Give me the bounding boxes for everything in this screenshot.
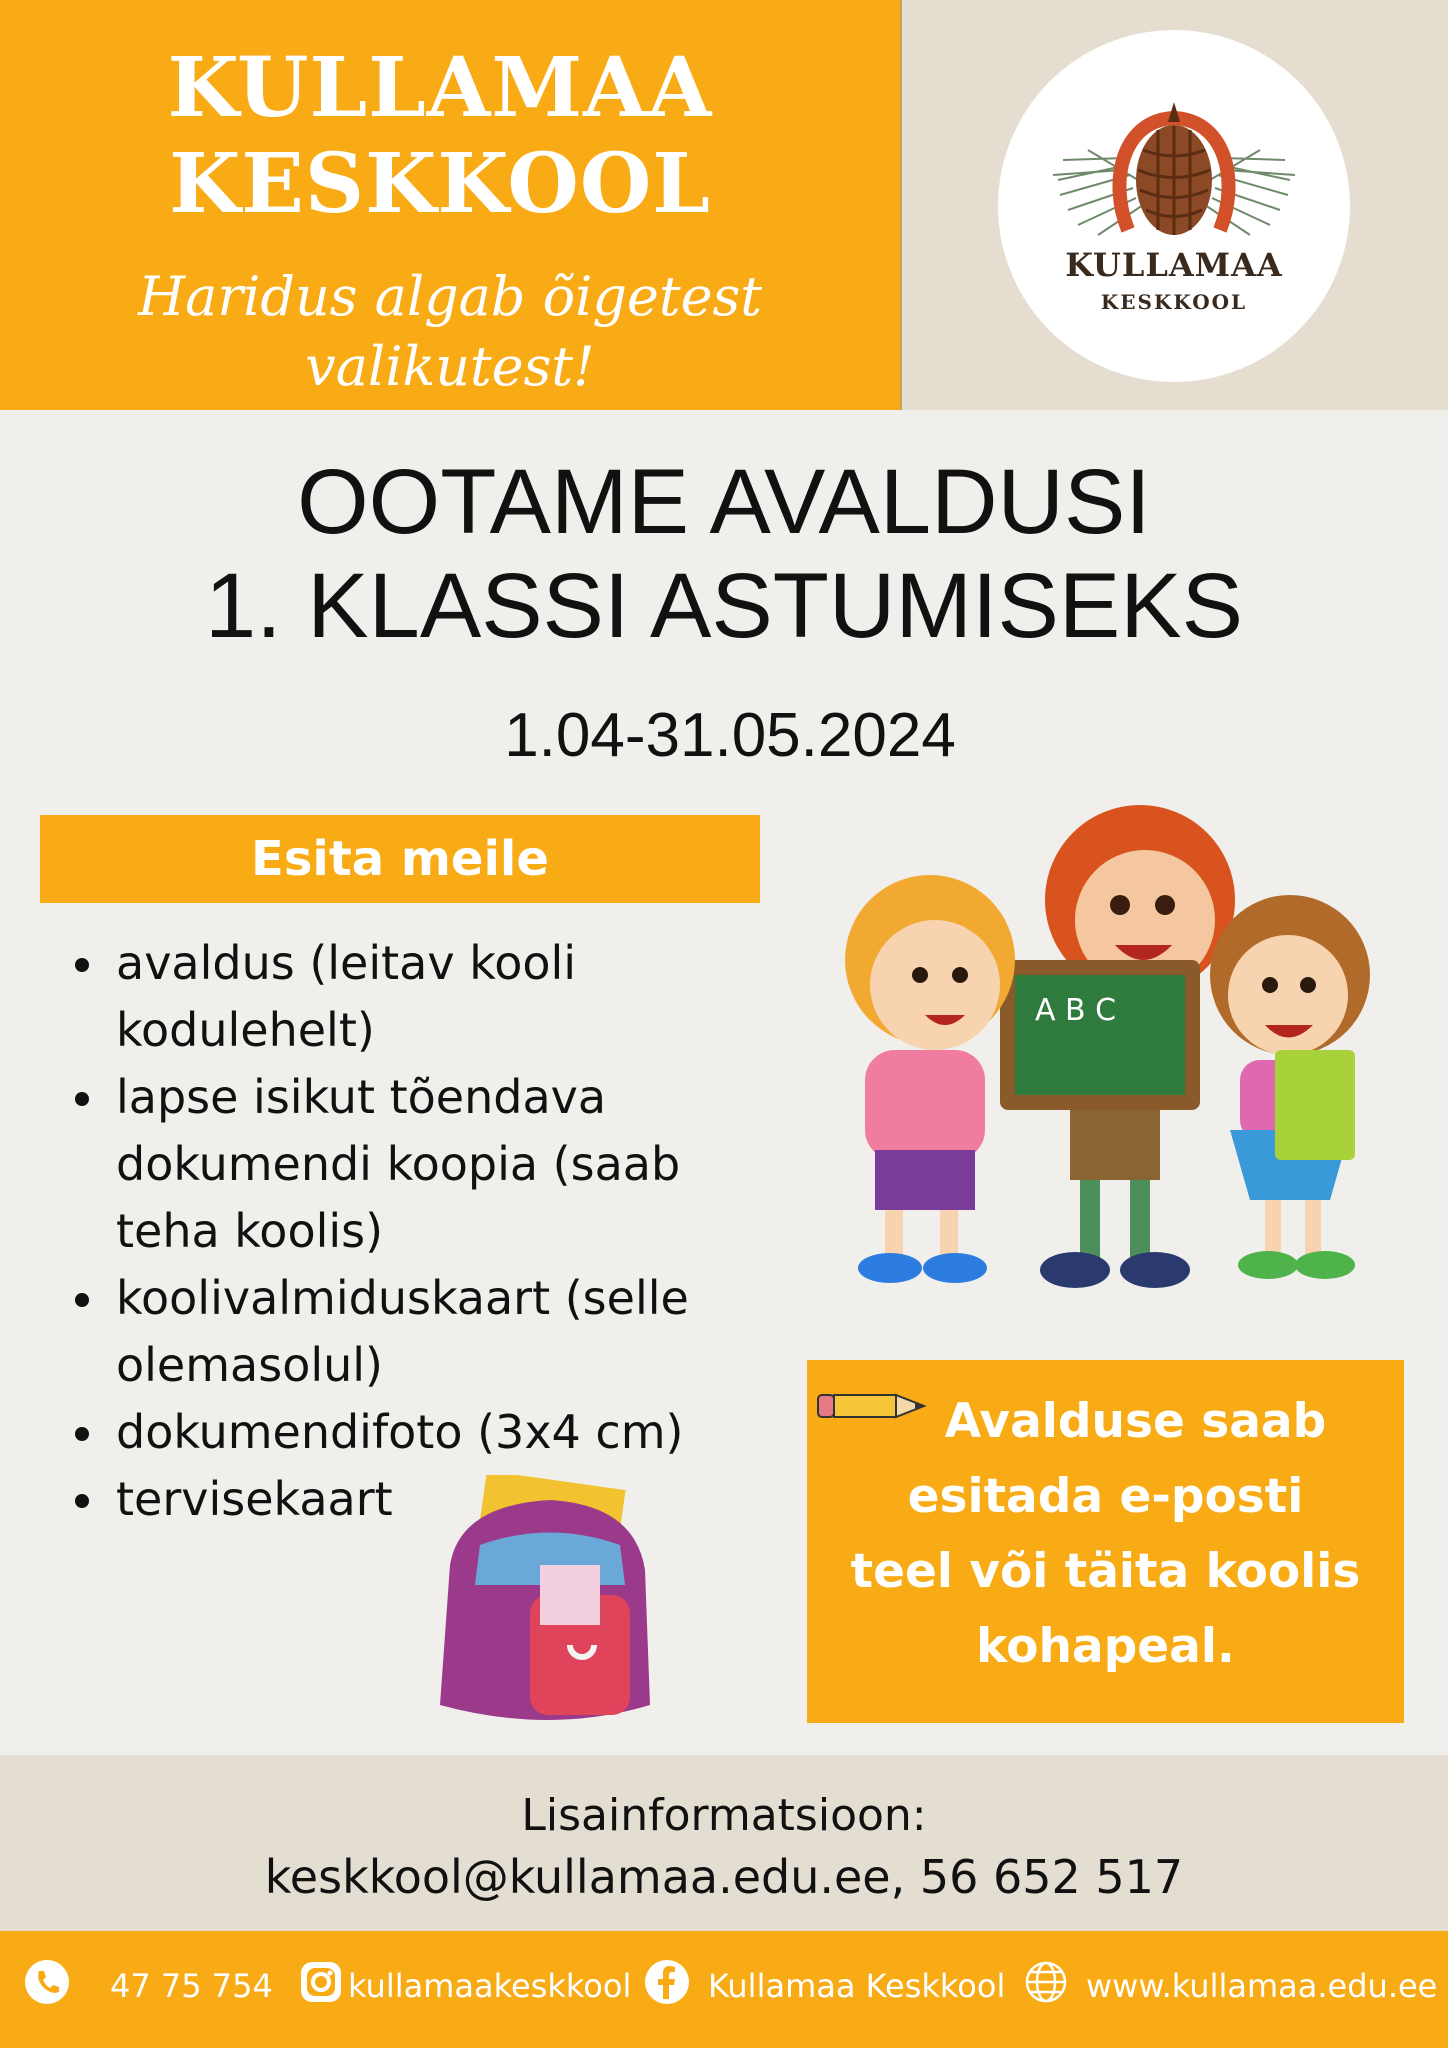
pine-cone-logo-icon: [998, 30, 1350, 382]
logo-subtitle: KESKKOOL: [1100, 290, 1248, 314]
list-item: • dokumendifoto (3x4 cm): [110, 1399, 790, 1466]
note-line2: esitada e-posti: [907, 1469, 1304, 1524]
slogan: Haridus algab õigetest valikutest!: [138, 265, 762, 398]
svg-text:A B C: A B C: [1035, 993, 1117, 1028]
headline: [0, 450, 1448, 658]
backpack-illustration: [420, 1475, 660, 1735]
requirements-list: [70, 930, 790, 1533]
school-name-line1: KULLAMAA: [167, 40, 713, 136]
info-title: Lisainformatsioon:: [521, 1790, 927, 1841]
note-line4: kohapeal.: [976, 1619, 1235, 1674]
footer-instagram-text: kullamaakeskkool: [348, 1967, 632, 2005]
note-line1: Avalduse saab: [944, 1394, 1327, 1449]
footer-phone-text: 47 75 754: [110, 1967, 273, 2005]
school-logo: [998, 30, 1350, 382]
info-contacts: keskkool@kullamaa.edu.ee, 56 652 517: [264, 1850, 1184, 1904]
facebook-icon: [644, 1959, 690, 2013]
date-range: 1.04-31.05.2024: [504, 701, 956, 770]
globe-icon: [1024, 1960, 1068, 2012]
phone-icon: [24, 1959, 70, 2013]
footer-instagram[interactable]: [298, 1956, 631, 2016]
headline-line2: 1. KLASSI ASTUMISEKS: [205, 555, 1243, 657]
school-name-line2: KESKKOOL: [169, 136, 711, 232]
footer-phone[interactable]: [24, 1956, 273, 2016]
footer-website-text: www.kullamaa.edu.ee: [1086, 1967, 1438, 2005]
list-item: • koolivalmiduskaart (selle olemasolul): [110, 1265, 790, 1399]
note-line3: teel või täita koolis: [850, 1544, 1361, 1599]
list-item: • avaldus (leitav kooli kodulehelt): [110, 930, 790, 1064]
instagram-icon: [298, 1959, 344, 2013]
headline-line1: OOTAME AVALDUSI: [297, 451, 1151, 553]
footer-facebook[interactable]: [644, 1956, 1005, 2016]
logo-name: KULLAMAA: [1065, 246, 1283, 284]
info-band: [0, 1755, 1448, 1931]
footer-facebook-text: Kullamaa Keskkool: [708, 1967, 1006, 2005]
list-item: • tervisekaart: [110, 1466, 790, 1533]
submit-heading: Esita meile: [40, 815, 760, 903]
school-name: [0, 40, 880, 232]
footer-website[interactable]: [1024, 1956, 1437, 2016]
children-illustration: [810, 790, 1410, 1310]
list-item: • lapse isikut tõendava dokumendi koopia (saab teha koolis): [110, 1064, 790, 1265]
note-text: [807, 1384, 1404, 1684]
